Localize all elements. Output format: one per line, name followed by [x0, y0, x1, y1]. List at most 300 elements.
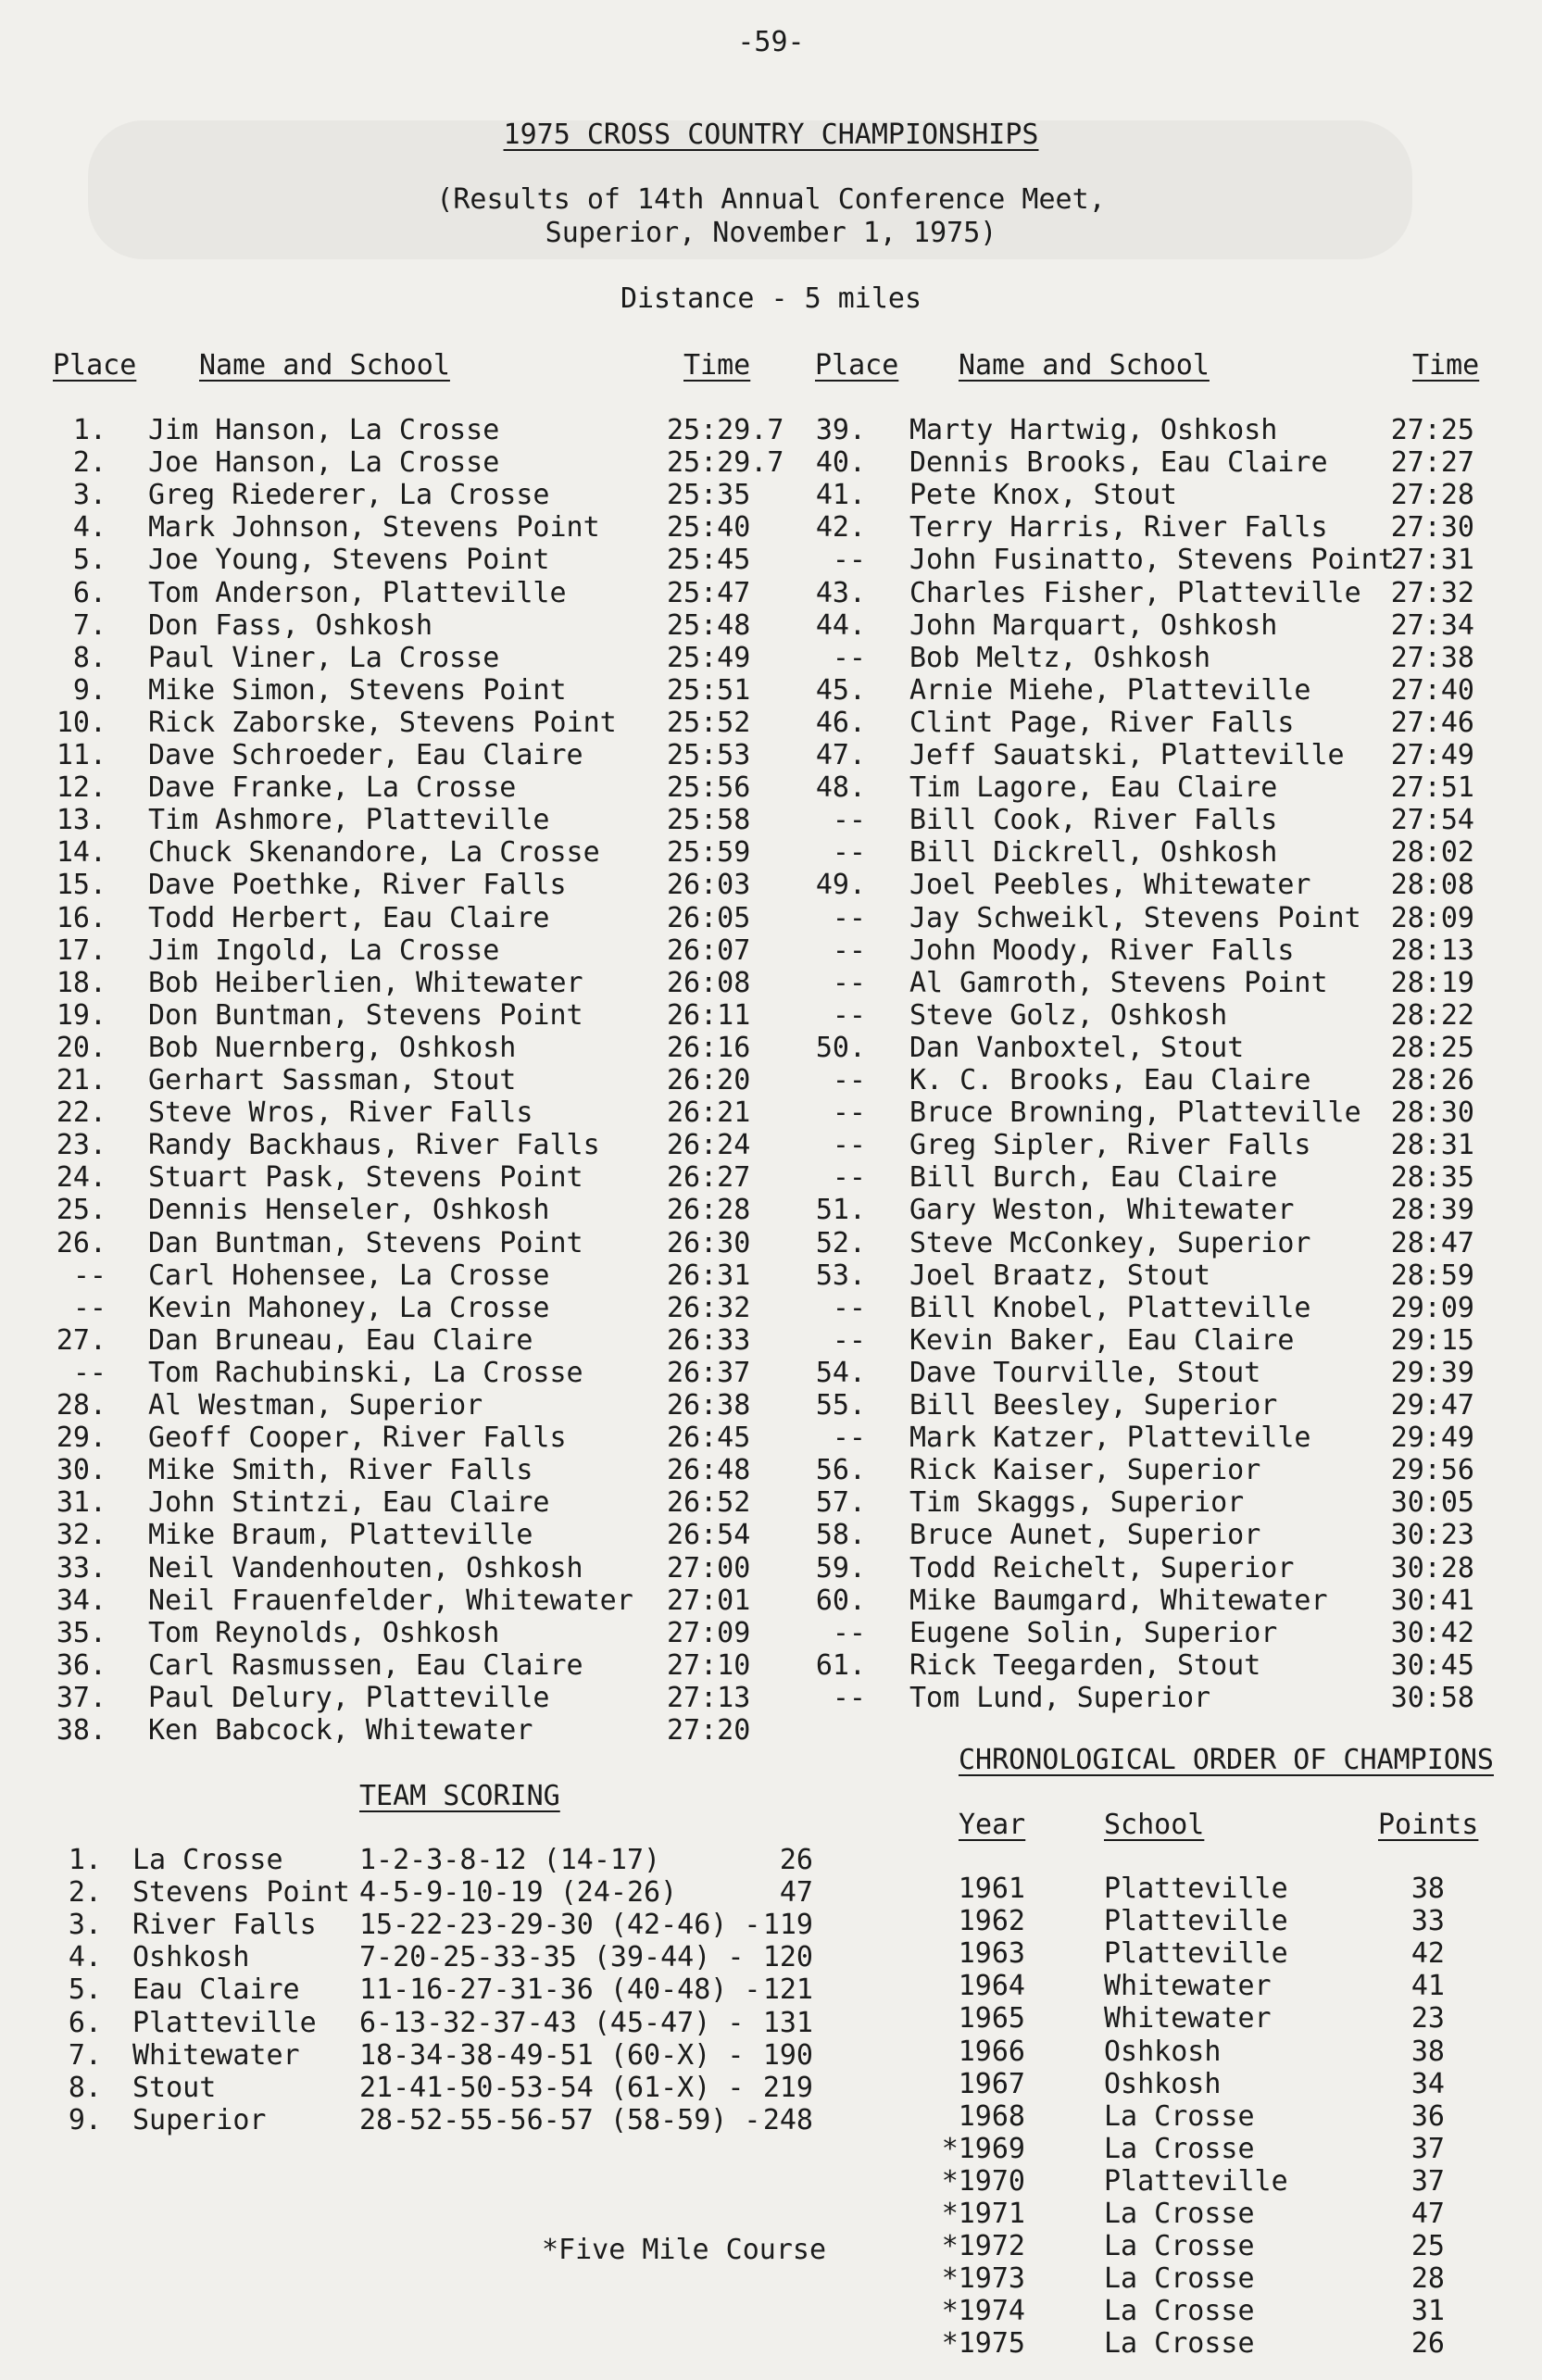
name-school-cell: Dave Franke, La Crosse — [148, 771, 517, 805]
place-cell: 38. — [56, 1714, 107, 1747]
name-school-cell: Joe Hanson, La Crosse — [148, 446, 500, 480]
place-cell: 24. — [56, 1161, 107, 1195]
name-school-cell: Greg Sipler, River Falls — [909, 1129, 1311, 1162]
name-school-cell: Don Fass, Oshkosh — [148, 608, 433, 642]
time-cell: 27:27 — [1390, 446, 1474, 480]
time-cell: 28:31 — [1390, 1129, 1474, 1162]
champion-year-cell: *1970 — [941, 2164, 1025, 2198]
name-school-cell: John Stintzi, Eau Claire — [148, 1486, 550, 1520]
place-cell: 1. — [72, 414, 107, 446]
place-cell: 28. — [56, 1389, 107, 1422]
place-cell: 52. — [815, 1226, 866, 1259]
team-points-cell: 190 — [762, 2038, 813, 2072]
time-cell: 28:35 — [1390, 1161, 1474, 1195]
team-name-cell: Eau Claire — [132, 1973, 300, 2007]
time-cell: 25:51 — [667, 673, 751, 707]
name-school-cell: Ken Babcock, Whitewater — [148, 1714, 533, 1747]
place-cell: 3. — [72, 479, 107, 512]
champion-points-cell: 23 — [1410, 2002, 1445, 2036]
place-cell: -- — [832, 1616, 866, 1649]
time-cell: 27:34 — [1390, 608, 1474, 642]
champion-year-cell: *1972 — [941, 2230, 1025, 2263]
result-row — [0, 1389, 1542, 1422]
place-cell: 46. — [815, 706, 866, 739]
result-row — [0, 1585, 1542, 1617]
place-cell: -- — [832, 1291, 866, 1324]
time-cell: 30:23 — [1390, 1519, 1474, 1552]
header-place-right: Place — [815, 349, 899, 382]
time-cell: 28:26 — [1390, 1064, 1474, 1096]
champion-points-cell: 38 — [1410, 2035, 1445, 2068]
team-points-cell: 121 — [762, 1973, 813, 2007]
place-cell: 36. — [56, 1648, 107, 1682]
champion-year-cell: 1962 — [958, 1905, 1025, 1938]
place-cell: 29. — [56, 1422, 107, 1455]
name-school-cell: Jay Schweikl, Stevens Point — [909, 901, 1361, 934]
result-row — [0, 642, 1542, 674]
place-cell: 17. — [56, 933, 107, 967]
name-school-cell: Kevin Baker, Eau Claire — [909, 1323, 1295, 1357]
time-cell: 27:46 — [1390, 706, 1474, 739]
time-cell: 27:20 — [667, 1714, 751, 1747]
champion-school-cell: La Crosse — [1104, 2198, 1255, 2230]
place-cell: 61. — [815, 1648, 866, 1682]
champion-row — [0, 1970, 1542, 2002]
place-cell: 9. — [72, 673, 107, 707]
place-cell: 56. — [815, 1454, 866, 1487]
name-school-cell: Arnie Miehe, Platteville — [909, 673, 1311, 707]
champion-school-cell: Platteville — [1104, 1937, 1288, 1971]
time-cell: 25:29.7 — [667, 414, 784, 446]
result-row — [0, 771, 1542, 804]
result-row — [0, 1486, 1542, 1519]
champion-points-cell: 37 — [1410, 2132, 1445, 2165]
champion-school-cell: Whitewater — [1104, 2002, 1272, 2036]
time-cell: 25:35 — [667, 479, 751, 512]
place-cell: 18. — [56, 966, 107, 999]
champion-points-cell: 42 — [1410, 1937, 1445, 1971]
result-row — [0, 1324, 1542, 1357]
place-cell: -- — [832, 966, 866, 999]
name-school-cell: Jim Hanson, La Crosse — [148, 414, 500, 446]
champion-points-cell: 41 — [1410, 1970, 1445, 2003]
place-cell: 40. — [815, 446, 866, 480]
name-school-cell: Mike Baumgard, Whitewater — [909, 1584, 1328, 1617]
place-cell: 12. — [56, 771, 107, 805]
name-school-cell: Rick Kaiser, Superior — [909, 1454, 1261, 1487]
team-score-row — [0, 1844, 1542, 1876]
result-row — [0, 1422, 1542, 1454]
team-places-cell: 15-22-23-29-30 (42-46) - — [359, 1909, 761, 1942]
champion-points-cell: 38 — [1410, 1873, 1445, 1905]
header-name-left: Name and School — [199, 349, 450, 382]
team-places-cell: 21-41-50-53-54 (61-X) - — [359, 2071, 745, 2104]
name-school-cell: John Moody, River Falls — [909, 933, 1295, 967]
time-cell: 28:39 — [1390, 1194, 1474, 1227]
champion-points-cell: 36 — [1410, 2099, 1445, 2133]
place-cell: 6. — [72, 576, 107, 609]
time-cell: 26:27 — [667, 1161, 751, 1195]
place-cell: 22. — [56, 1096, 107, 1130]
result-row — [0, 609, 1542, 642]
champions-header-points: Points — [1378, 1809, 1479, 1841]
name-school-cell: Mike Braum, Platteville — [148, 1519, 533, 1552]
champion-row — [0, 2100, 1542, 2133]
champion-row — [0, 2198, 1542, 2230]
result-row — [0, 446, 1542, 479]
name-school-cell: Gary Weston, Whitewater — [909, 1194, 1295, 1227]
result-row — [0, 1519, 1542, 1551]
name-school-cell: Dennis Henseler, Oshkosh — [148, 1194, 550, 1227]
name-school-cell: Chuck Skenandore, La Crosse — [148, 836, 600, 870]
champion-row — [0, 1905, 1542, 1937]
result-row — [0, 577, 1542, 609]
champion-year-cell: 1964 — [958, 1970, 1025, 2003]
name-school-cell: Steve Wros, River Falls — [148, 1096, 533, 1130]
name-school-cell: Neil Frauenfelder, Whitewater — [148, 1584, 633, 1617]
result-row — [0, 1552, 1542, 1585]
result-row — [0, 1617, 1542, 1649]
place-cell: 35. — [56, 1616, 107, 1649]
time-cell: 25:29.7 — [667, 446, 784, 480]
result-row — [0, 707, 1542, 739]
name-school-cell: Tom Rachubinski, La Crosse — [148, 1356, 583, 1389]
team-name-cell: Superior — [132, 2103, 267, 2136]
name-school-cell: Tom Anderson, Platteville — [148, 576, 567, 609]
time-cell: 27:28 — [1390, 479, 1474, 512]
result-row — [0, 414, 1542, 446]
name-school-cell: Mike Simon, Stevens Point — [148, 673, 567, 707]
time-cell: 26:38 — [667, 1389, 751, 1422]
time-cell: 29:56 — [1390, 1454, 1474, 1487]
name-school-cell: Bruce Aunet, Superior — [909, 1519, 1261, 1552]
champion-row — [0, 1873, 1542, 1905]
place-cell: 43. — [815, 576, 866, 609]
place-cell: 16. — [56, 901, 107, 934]
place-cell: 41. — [815, 479, 866, 512]
time-cell: 26:21 — [667, 1096, 751, 1130]
time-cell: 28:30 — [1390, 1096, 1474, 1130]
name-school-cell: Dan Vanboxtel, Stout — [909, 1031, 1245, 1064]
name-school-cell: Gerhart Sassman, Stout — [148, 1064, 517, 1096]
time-cell: 25:48 — [667, 608, 751, 642]
place-cell: 20. — [56, 1031, 107, 1064]
place-cell: 60. — [815, 1584, 866, 1617]
result-row — [0, 1649, 1542, 1682]
time-cell: 30:28 — [1390, 1551, 1474, 1585]
champions-header-school: School — [1104, 1809, 1205, 1841]
time-cell: 26:16 — [667, 1031, 751, 1064]
place-cell: -- — [72, 1356, 107, 1389]
name-school-cell: Bill Beesley, Superior — [909, 1389, 1278, 1422]
time-cell: 25:56 — [667, 771, 751, 805]
name-school-cell: Jim Ingold, La Crosse — [148, 933, 500, 967]
place-cell: 37. — [56, 1681, 107, 1714]
time-cell: 27:51 — [1390, 771, 1474, 805]
place-cell: 23. — [56, 1129, 107, 1162]
time-cell: 26:31 — [667, 1259, 751, 1292]
champion-row — [0, 2295, 1542, 2327]
result-row — [0, 1129, 1542, 1161]
place-cell: -- — [832, 1064, 866, 1096]
name-school-cell: Eugene Solin, Superior — [909, 1616, 1278, 1649]
place-cell: 26. — [56, 1226, 107, 1259]
place-cell: -- — [832, 1681, 866, 1714]
place-cell: -- — [832, 901, 866, 934]
result-row — [0, 739, 1542, 771]
time-cell: 29:49 — [1390, 1422, 1474, 1455]
team-points-cell: 120 — [762, 1941, 813, 1974]
time-cell: 25:49 — [667, 641, 751, 674]
time-cell: 27:54 — [1390, 804, 1474, 837]
name-school-cell: Steve Golz, Oshkosh — [909, 998, 1228, 1032]
place-cell: 59. — [815, 1551, 866, 1585]
place-cell: 10. — [56, 706, 107, 739]
place-cell: 13. — [56, 804, 107, 837]
champion-year-cell: 1966 — [958, 2035, 1025, 2068]
champion-year-cell: *1969 — [941, 2132, 1025, 2165]
header-name-right: Name and School — [959, 349, 1210, 382]
result-row — [0, 1714, 1542, 1747]
name-school-cell: Bruce Browning, Platteville — [909, 1096, 1361, 1130]
time-cell: 26:45 — [667, 1422, 751, 1455]
name-school-cell: Tim Lagore, Eau Claire — [909, 771, 1278, 805]
header-time-right: Time — [1412, 349, 1480, 382]
champion-school-cell: Platteville — [1104, 1905, 1288, 1938]
result-row — [0, 544, 1542, 576]
team-name-cell: La Crosse — [132, 1844, 283, 1876]
champion-row — [0, 2036, 1542, 2068]
time-cell: 26:52 — [667, 1486, 751, 1520]
place-cell: 48. — [815, 771, 866, 805]
champion-school-cell: Whitewater — [1104, 1970, 1272, 2003]
team-place-cell: 4. — [68, 1941, 102, 1974]
time-cell: 30:42 — [1390, 1616, 1474, 1649]
champion-points-cell: 47 — [1410, 2198, 1445, 2230]
team-place-cell: 1. — [68, 1844, 102, 1876]
team-place-cell: 7. — [68, 2038, 102, 2072]
name-school-cell: Paul Delury, Platteville — [148, 1681, 550, 1714]
time-cell: 30:58 — [1390, 1681, 1474, 1714]
place-cell: 31. — [56, 1486, 107, 1520]
place-cell: -- — [832, 1096, 866, 1130]
name-school-cell: Paul Viner, La Crosse — [148, 641, 500, 674]
place-cell: 45. — [815, 673, 866, 707]
champion-points-cell: 25 — [1410, 2230, 1445, 2263]
time-cell: 30:45 — [1390, 1648, 1474, 1682]
champions-header-year: Year — [959, 1809, 1026, 1841]
time-cell: 27:30 — [1390, 511, 1474, 545]
time-cell: 26:08 — [667, 966, 751, 999]
name-school-cell: Carl Rasmussen, Eau Claire — [148, 1648, 583, 1682]
result-row — [0, 1259, 1542, 1292]
place-cell: 49. — [815, 869, 866, 902]
champion-points-cell: 28 — [1410, 2262, 1445, 2296]
team-name-cell: Oshkosh — [132, 1941, 250, 1974]
place-cell: 32. — [56, 1519, 107, 1552]
team-places-cell: 28-52-55-56-57 (58-59) - — [359, 2103, 761, 2136]
team-places-cell: 6-13-32-37-43 (45-47) - — [359, 2006, 745, 2039]
champion-school-cell: La Crosse — [1104, 2099, 1255, 2133]
champion-points-cell: 34 — [1410, 2067, 1445, 2100]
place-cell: 2. — [72, 446, 107, 480]
place-cell: 21. — [56, 1064, 107, 1096]
place-cell: 39. — [815, 414, 866, 446]
champion-year-cell: *1974 — [941, 2295, 1025, 2328]
place-cell: 34. — [56, 1584, 107, 1617]
name-school-cell: Jeff Sauatski, Platteville — [909, 739, 1345, 771]
champion-school-cell: Platteville — [1104, 1873, 1288, 1905]
place-cell: 14. — [56, 836, 107, 870]
champion-row — [0, 2002, 1542, 2035]
name-school-cell: K. C. Brooks, Eau Claire — [909, 1064, 1311, 1096]
result-row — [0, 1194, 1542, 1226]
place-cell: -- — [832, 641, 866, 674]
time-cell: 27:09 — [667, 1616, 751, 1649]
place-cell: -- — [72, 1291, 107, 1324]
place-cell: -- — [72, 1259, 107, 1292]
name-school-cell: Dennis Brooks, Eau Claire — [909, 446, 1328, 480]
champion-row — [0, 2068, 1542, 2100]
name-school-cell: Rick Zaborske, Stevens Point — [148, 706, 617, 739]
time-cell: 26:05 — [667, 901, 751, 934]
champion-school-cell: Oshkosh — [1104, 2067, 1222, 2100]
place-cell: 4. — [72, 511, 107, 545]
time-cell: 25:53 — [667, 739, 751, 771]
champion-school-cell: Oshkosh — [1104, 2035, 1222, 2068]
time-cell: 26:32 — [667, 1291, 751, 1324]
time-cell: 27:40 — [1390, 673, 1474, 707]
place-cell: 51. — [815, 1194, 866, 1227]
time-cell: 26:03 — [667, 869, 751, 902]
champion-year-cell: 1961 — [958, 1873, 1025, 1905]
team-points-cell: 47 — [779, 1876, 813, 1910]
time-cell: 27:31 — [1390, 544, 1474, 577]
place-cell: -- — [832, 998, 866, 1032]
place-cell: -- — [832, 544, 866, 577]
place-cell: 30. — [56, 1454, 107, 1487]
name-school-cell: Dan Buntman, Stevens Point — [148, 1226, 583, 1259]
name-school-cell: Mike Smith, River Falls — [148, 1454, 533, 1487]
champion-points-cell: 31 — [1410, 2295, 1445, 2328]
time-cell: 26:33 — [667, 1323, 751, 1357]
page-title: 1975 CROSS COUNTRY CHAMPIONSHIPS — [503, 119, 1039, 151]
team-name-cell: Platteville — [132, 2006, 317, 2039]
champion-school-cell: La Crosse — [1104, 2262, 1255, 2296]
time-cell: 28:47 — [1390, 1226, 1474, 1259]
name-school-cell: Pete Knox, Stout — [909, 479, 1177, 512]
time-cell: 28:02 — [1390, 836, 1474, 870]
name-school-cell: Bill Cook, River Falls — [909, 804, 1278, 837]
distance-label: Distance - 5 miles — [620, 282, 922, 315]
name-school-cell: Tim Ashmore, Platteville — [148, 804, 550, 837]
team-places-cell: 11-16-27-31-36 (40-48) - — [359, 1973, 761, 2007]
place-cell: 57. — [815, 1486, 866, 1520]
name-school-cell: Neil Vandenhouten, Oshkosh — [148, 1551, 583, 1585]
team-place-cell: 6. — [68, 2006, 102, 2039]
time-cell: 29:47 — [1390, 1389, 1474, 1422]
champion-school-cell: La Crosse — [1104, 2295, 1255, 2328]
champion-year-cell: 1967 — [958, 2067, 1025, 2100]
name-school-cell: Geoff Cooper, River Falls — [148, 1422, 567, 1455]
result-row — [0, 1032, 1542, 1064]
place-cell: -- — [832, 933, 866, 967]
time-cell: 28:08 — [1390, 869, 1474, 902]
team-places-cell: 18-34-38-49-51 (60-X) - — [359, 2038, 745, 2072]
name-school-cell: Bob Meltz, Oshkosh — [909, 641, 1211, 674]
result-row — [0, 1227, 1542, 1259]
time-cell: 28:19 — [1390, 966, 1474, 999]
team-name-cell: Stevens Point — [132, 1876, 350, 1910]
name-school-cell: Bob Heiberlien, Whitewater — [148, 966, 583, 999]
result-row — [0, 674, 1542, 707]
time-cell: 26:54 — [667, 1519, 751, 1552]
place-cell: 15. — [56, 869, 107, 902]
name-school-cell: Dave Poethke, River Falls — [148, 869, 567, 902]
subtitle-line-1: (Results of 14th Annual Conference Meet, — [436, 183, 1106, 216]
champion-year-cell: *1975 — [941, 2327, 1025, 2361]
result-row — [0, 1292, 1542, 1324]
place-cell: 19. — [56, 998, 107, 1032]
time-cell: 26:20 — [667, 1064, 751, 1096]
result-row — [0, 1682, 1542, 1714]
place-cell: 25. — [56, 1194, 107, 1227]
team-places-cell: 1-2-3-8-12 (14-17) — [359, 1844, 661, 1876]
time-cell: 25:52 — [667, 706, 751, 739]
name-school-cell: Dave Schroeder, Eau Claire — [148, 739, 583, 771]
result-row — [0, 1357, 1542, 1389]
team-place-cell: 8. — [68, 2071, 102, 2104]
name-school-cell: Tom Lund, Superior — [909, 1681, 1211, 1714]
time-cell: 27:01 — [667, 1584, 751, 1617]
time-cell: 28:25 — [1390, 1031, 1474, 1064]
name-school-cell: Bill Burch, Eau Claire — [909, 1161, 1278, 1195]
team-points-cell: 248 — [762, 2103, 813, 2136]
result-row — [0, 1161, 1542, 1194]
name-school-cell: Bill Dickrell, Oshkosh — [909, 836, 1278, 870]
result-row — [0, 511, 1542, 544]
result-row — [0, 1064, 1542, 1096]
time-cell: 27:00 — [667, 1551, 751, 1585]
place-cell: 8. — [72, 641, 107, 674]
result-row — [0, 804, 1542, 836]
header-time-left: Time — [683, 349, 751, 382]
result-row — [0, 1096, 1542, 1129]
name-school-cell: Rick Teegarden, Stout — [909, 1648, 1261, 1682]
champion-year-cell: *1971 — [941, 2198, 1025, 2230]
place-cell: 55. — [815, 1389, 866, 1422]
champion-year-cell: 1963 — [958, 1937, 1025, 1971]
name-school-cell: Tim Skaggs, Superior — [909, 1486, 1245, 1520]
place-cell: 53. — [815, 1259, 866, 1292]
name-school-cell: Tom Reynolds, Oshkosh — [148, 1616, 500, 1649]
result-row — [0, 902, 1542, 934]
team-scoring-title: TEAM SCORING — [359, 1780, 560, 1812]
team-place-cell: 3. — [68, 1909, 102, 1942]
champion-year-cell: 1968 — [958, 2099, 1025, 2133]
name-school-cell: Todd Reichelt, Superior — [909, 1551, 1295, 1585]
team-points-cell: 131 — [762, 2006, 813, 2039]
time-cell: 26:48 — [667, 1454, 751, 1487]
result-row — [0, 836, 1542, 869]
champion-year-cell: 1965 — [958, 2002, 1025, 2036]
name-school-cell: Terry Harris, River Falls — [909, 511, 1328, 545]
time-cell: 28:59 — [1390, 1259, 1474, 1292]
place-cell: 50. — [815, 1031, 866, 1064]
time-cell: 25:45 — [667, 544, 751, 577]
team-name-cell: River Falls — [132, 1909, 317, 1942]
time-cell: 25:47 — [667, 576, 751, 609]
